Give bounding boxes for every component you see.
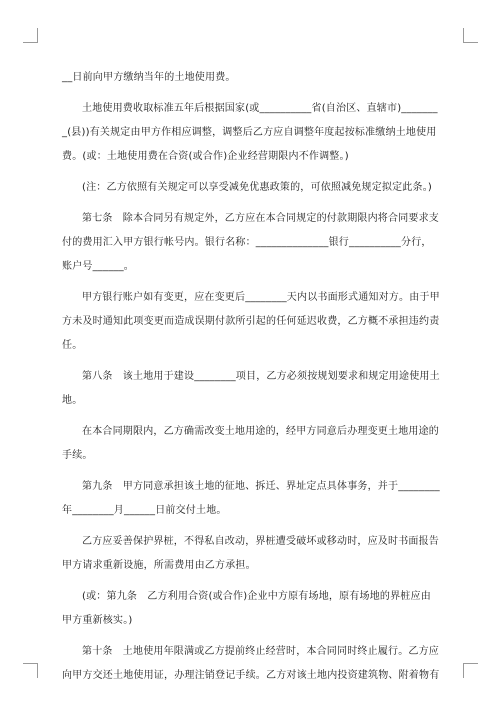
paragraph: 甲方银行账户如有变更，应在变更后________天内以书面形式通知对方。由于甲方未及时通知此项变更而造成误期付款所引起的任何延迟收费，乙方概不承担违约责任。 (62, 292, 440, 351)
paragraph: 土地使用费收取标准五年后根据国家(或__________省(自治区、直辖市)________(县))有关规定由甲方作相应调整，调整后乙方应自调整年度起按标准缴纳土地使用费。(或：土地使用费在合资(或合作)企业经营期限内不作调整。) (62, 103, 438, 162)
paragraph: 第九条 甲方同意承担该土地的征地、拆迁、界址定点具体事务，并于________年________月______日前交付土地。 (62, 481, 440, 516)
paragraph: (或：第九条 乙方利用合资(或合作)企业中方原有场地，原有场地的界桩应由甲方重新核实。) (62, 591, 431, 626)
crop-mark-top-left (23, 28, 38, 43)
paragraph: __日前向甲方缴纳当年的土地使用费。 (62, 72, 236, 83)
crop-mark-bottom-left (23, 663, 38, 678)
document-body (62, 66, 440, 695)
paragraph: 乙方应妥善保护界桩，不得私自改动，界桩遭受破坏或移动时，应及时书面报告甲方请求重新设施，所需费用由乙方承担。 (62, 536, 439, 571)
crop-mark-top-right (463, 28, 478, 43)
crop-mark-bottom-right (463, 663, 478, 678)
paragraph: 第十条 土地使用年限满或乙方提前终止经营时，本合同同时终止履行。乙方应向甲方交还土地使用证，办理注销登记手续。乙方对该土地内投资建筑物、附着物有 (62, 646, 440, 681)
paragraph: 第八条 该土地用于建设________项目，乙方必须按规划要求和规定用途使用土地。 (62, 371, 440, 406)
paragraph: 在本合同期限内，乙方确需改变土地用途的，经甲方同意后办理变更土地用途的手续。 (62, 426, 439, 461)
paragraph: (注：乙方依照有关规定可以享受减免优惠政策的，可依照减免规定拟定此条。) (82, 182, 433, 193)
paragraph: 第七条 除本合同另有规定外，乙方应在本合同规定的付款期限内将合同要求支付的费用汇入甲方银行帐号内。银行名称：______________银行__________分行，账户号______。 (62, 213, 439, 272)
